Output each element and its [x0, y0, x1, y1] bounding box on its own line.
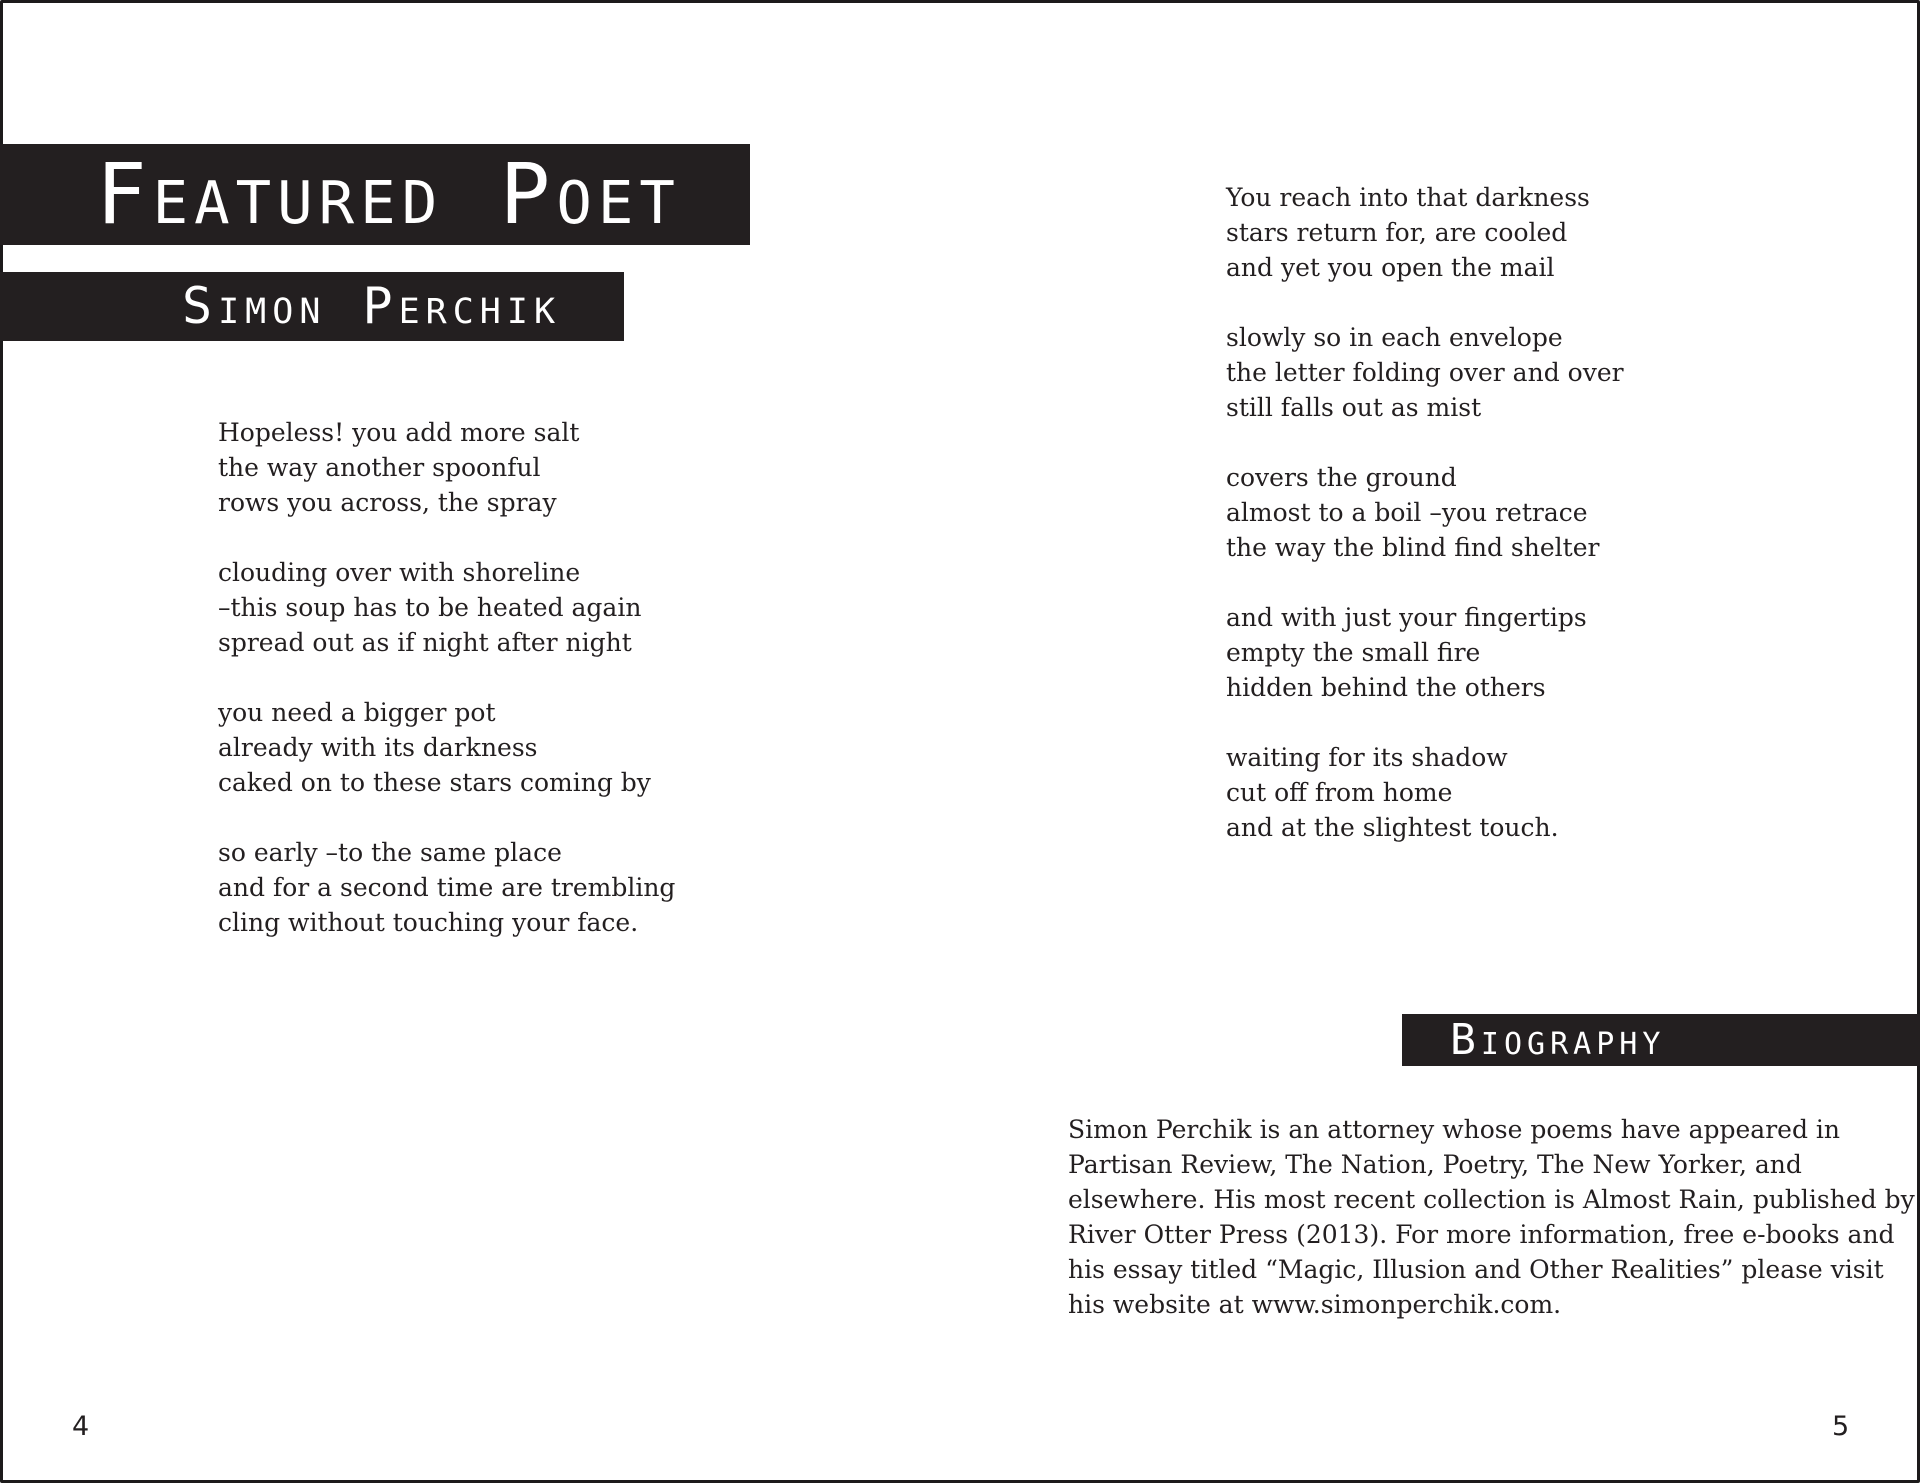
poet-name-banner	[0, 272, 624, 341]
poem-line: you need a bigger pot	[218, 698, 496, 727]
biography-text	[1068, 1112, 1915, 1322]
section-title-banner	[0, 144, 750, 245]
poem-stanza	[1226, 320, 1786, 425]
poem-line: still falls out as mist	[1226, 393, 1482, 422]
biography-line: his essay titled “Magic, Illusion and Other Realities” please visit	[1068, 1255, 1884, 1284]
poem-line: already with its darkness	[218, 733, 538, 762]
poem-line: spread out as if night after night	[218, 628, 632, 657]
poem-stanza	[218, 555, 778, 660]
biography-line: elsewhere. His most recent collection is Almost Rain, published by	[1068, 1185, 1915, 1214]
poem-right-column	[1226, 180, 1786, 845]
poem-line: waiting for its shadow	[1226, 743, 1508, 772]
poem-stanza	[1226, 600, 1786, 705]
biography-line: his website at www.simonperchik.com.	[1068, 1290, 1562, 1319]
section-title: Featured Poet	[96, 145, 681, 243]
poem-line: clouding over with shoreline	[218, 558, 581, 587]
poem-line: –this soup has to be heated again	[218, 593, 642, 622]
biography-line: River Otter Press (2013). For more information, free e-books and	[1068, 1220, 1895, 1249]
poem-line: so early –to the same place	[218, 838, 562, 867]
biography-heading: Biography	[1450, 1015, 1666, 1065]
poem-line: hidden behind the others	[1226, 673, 1546, 702]
biography-line: Simon Perchik is an attorney whose poems have appeared in	[1068, 1115, 1840, 1144]
poem-line: the way the blind find shelter	[1226, 533, 1600, 562]
poem-line: and with just your fingertips	[1226, 603, 1587, 632]
poem-line: the letter folding over and over	[1226, 358, 1624, 387]
poem-line: the way another spoonful	[218, 453, 541, 482]
poem-line: and yet you open the mail	[1226, 253, 1555, 282]
poem-line: empty the small fire	[1226, 638, 1481, 667]
poem-line: Hopeless! you add more salt	[218, 418, 580, 447]
biography-line: Partisan Review, The Nation, Poetry, The New Yorker, and	[1068, 1150, 1802, 1179]
poem-stanza	[1226, 460, 1786, 565]
poem-line: cut off from home	[1226, 778, 1453, 807]
poem-line: almost to a boil –you retrace	[1226, 498, 1588, 527]
poem-line: slowly so in each envelope	[1226, 323, 1563, 352]
page-number-left: 4	[72, 1411, 90, 1442]
poem-line: and at the slightest touch.	[1226, 813, 1559, 842]
poem-stanza	[218, 415, 778, 520]
poem-line: rows you across, the spray	[218, 488, 557, 517]
poem-line: and for a second time are trembling	[218, 873, 676, 902]
page-number-right: 5	[1832, 1411, 1850, 1442]
poem-stanza	[218, 835, 778, 940]
poem-left-column	[218, 415, 778, 940]
poem-line: cling without touching your face.	[218, 908, 639, 937]
poem-line: stars return for, are cooled	[1226, 218, 1568, 247]
poem-stanza	[1226, 180, 1786, 285]
poem-stanza	[1226, 740, 1786, 845]
poem-line: caked on to these stars coming by	[218, 768, 651, 797]
biography-heading-banner	[1402, 1014, 1920, 1066]
poem-line: You reach into that darkness	[1226, 183, 1590, 212]
poem-line: covers the ground	[1226, 463, 1457, 492]
poem-stanza	[218, 695, 778, 800]
poet-name: Simon Perchik	[182, 277, 562, 335]
